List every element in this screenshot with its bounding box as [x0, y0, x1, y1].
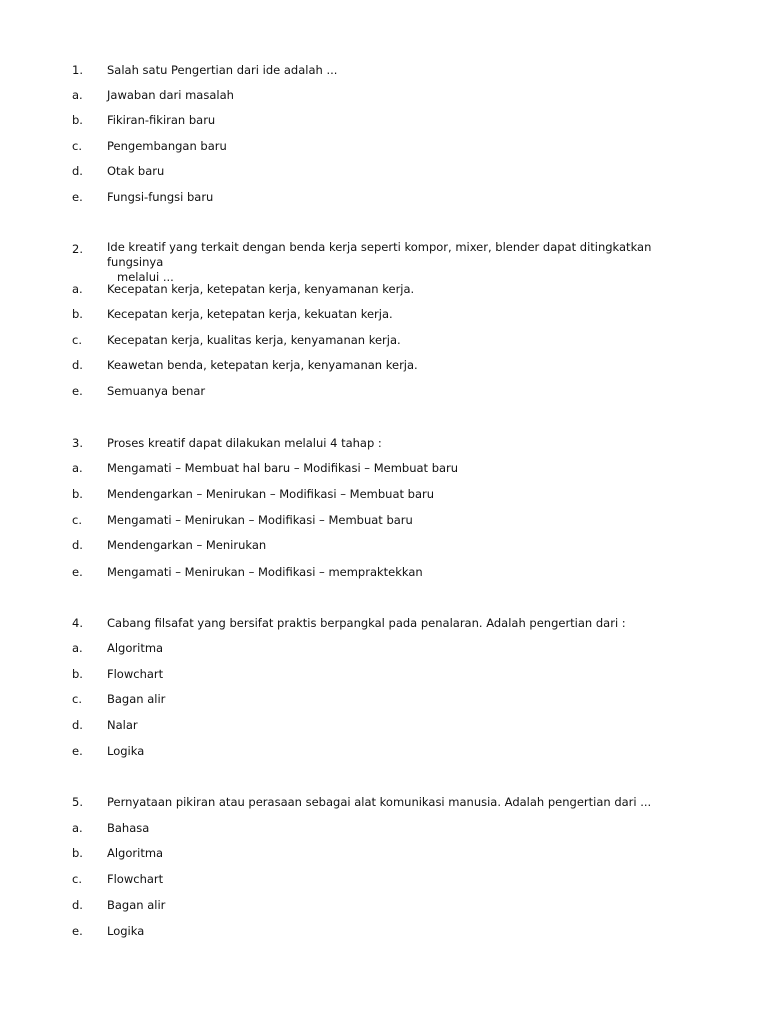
option-text: Bagan alir	[107, 898, 166, 912]
option-letter: c.	[72, 139, 82, 153]
option-letter: b.	[72, 307, 83, 321]
option-text: Mendengarkan – Menirukan	[107, 538, 267, 552]
option-2a	[0, 280, 768, 298]
question-5	[0, 793, 768, 811]
option-letter: d.	[72, 898, 83, 912]
option-letter: b.	[72, 113, 83, 127]
option-letter: e.	[72, 565, 83, 579]
option-letter: d.	[72, 718, 83, 732]
option-letter: a.	[72, 88, 83, 102]
question-text: Proses kreatif dapat dilakukan melalui 4 tahap :	[107, 436, 382, 450]
option-text: Algoritma	[107, 641, 164, 655]
option-2e	[0, 382, 768, 400]
option-text: Pengembangan baru	[107, 139, 227, 153]
question-number: 4.	[72, 616, 83, 630]
option-4c	[0, 690, 768, 708]
option-2b	[0, 305, 768, 323]
option-1b	[0, 111, 768, 129]
option-1c	[0, 137, 768, 155]
option-letter: c.	[72, 692, 82, 706]
option-text: Mengamati – Menirukan – Modifikasi – mempraktekkan	[107, 565, 423, 579]
option-letter: c.	[72, 872, 82, 886]
option-3b	[0, 485, 768, 503]
option-5d	[0, 896, 768, 914]
option-5b	[0, 844, 768, 862]
option-letter: a.	[72, 461, 83, 475]
option-text: Kecepatan kerja, kualitas kerja, kenyamanan kerja.	[107, 333, 401, 347]
question-4	[0, 614, 768, 632]
option-letter: d.	[72, 358, 83, 372]
option-text: Mengamati – Membuat hal baru – Modifikasi – Membuat baru	[107, 461, 459, 475]
option-text: Semuanya benar	[107, 384, 206, 398]
option-text: Keawetan benda, ketepatan kerja, kenyamanan kerja.	[107, 358, 418, 372]
option-letter: e.	[72, 384, 83, 398]
option-letter: d.	[72, 164, 83, 178]
option-2d	[0, 356, 768, 374]
option-5c	[0, 870, 768, 888]
option-letter: e.	[72, 744, 83, 758]
option-letter: e.	[72, 190, 83, 204]
option-4b	[0, 665, 768, 683]
option-5a	[0, 819, 768, 837]
option-5e	[0, 922, 768, 940]
option-letter: c.	[72, 513, 82, 527]
option-1d	[0, 162, 768, 180]
option-letter: a.	[72, 821, 83, 835]
option-letter: b.	[72, 487, 83, 501]
option-text: Bahasa	[107, 821, 150, 835]
option-1a	[0, 86, 768, 104]
question-text-continuation: melalui ...	[117, 270, 174, 284]
question-3	[0, 434, 768, 452]
option-text: Logika	[107, 924, 145, 938]
option-text: Mendengarkan – Menirukan – Modifikasi – Membuat baru	[107, 487, 435, 501]
option-letter: b.	[72, 846, 83, 860]
option-4e	[0, 742, 768, 760]
option-text: Mengamati – Menirukan – Modifikasi – Membuat baru	[107, 513, 413, 527]
option-letter: e.	[72, 924, 83, 938]
option-text: Otak baru	[107, 164, 165, 178]
option-letter: d.	[72, 538, 83, 552]
option-3e	[0, 563, 768, 581]
option-1e	[0, 188, 768, 206]
question-1	[0, 61, 768, 79]
option-letter: c.	[72, 333, 82, 347]
option-4a	[0, 639, 768, 657]
question-number: 2.	[72, 242, 83, 256]
option-text: Jawaban dari masalah	[107, 88, 234, 102]
option-text: Algoritma	[107, 846, 164, 860]
option-text: Flowchart	[107, 872, 164, 886]
option-text: Logika	[107, 744, 145, 758]
option-2c	[0, 331, 768, 349]
option-3c	[0, 511, 768, 529]
question-text: Pernyataan pikiran atau perasaan sebagai alat komunikasi manusia. Adalah pengertian dari ...	[107, 795, 652, 809]
question-text: Cabang filsafat yang bersifat praktis berpangkal pada penalaran. Adalah pengertian dari :	[107, 616, 626, 630]
option-text: Kecepatan kerja, ketepatan kerja, kenyamanan kerja.	[107, 282, 415, 296]
option-3a	[0, 459, 768, 477]
option-text: Kecepatan kerja, ketepatan kerja, kekuatan kerja.	[107, 307, 393, 321]
option-4d	[0, 716, 768, 734]
option-text: Fungsi-fungsi baru	[107, 190, 214, 204]
option-letter: a.	[72, 641, 83, 655]
question-text: Salah satu Pengertian dari ide adalah ...	[107, 63, 338, 77]
option-3d	[0, 536, 768, 554]
question-2	[0, 240, 768, 284]
option-letter: a.	[72, 282, 83, 296]
option-text: Bagan alir	[107, 692, 166, 706]
option-text: Fikiran-fikiran baru	[107, 113, 216, 127]
option-text: Nalar	[107, 718, 138, 732]
question-text-line: Ide kreatif yang terkait dengan benda kerja seperti kompor, mixer, blender dapat ditingkatkan fungsinya	[107, 240, 652, 269]
question-number: 5.	[72, 795, 83, 809]
option-letter: b.	[72, 667, 83, 681]
question-text	[107, 240, 707, 285]
question-number: 3.	[72, 436, 83, 450]
question-number: 1.	[72, 63, 83, 77]
option-text: Flowchart	[107, 667, 164, 681]
